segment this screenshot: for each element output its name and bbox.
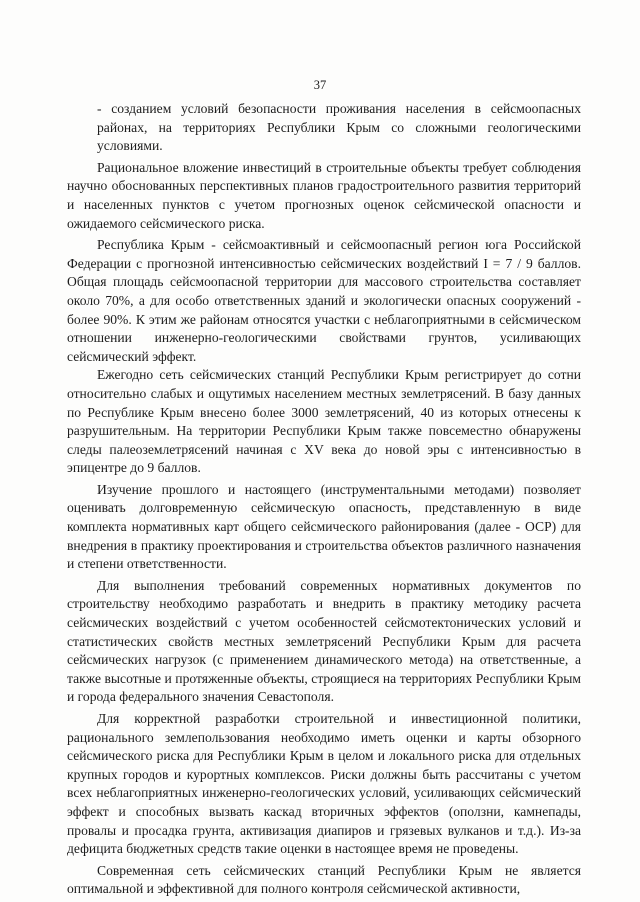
paragraph-1: - созданием условий безопасности проживания населения в сейсмоопасных районах, на территориях Республики Крым со сложными геологическими условиями. xyxy=(97,101,581,154)
paragraph-8: Современная сеть сейсмических станций Республики Крым не является оптимальной и эффективной для полного контроля сейсмической активности, xyxy=(67,862,581,897)
page-number: 37 xyxy=(313,78,327,92)
paragraph-6: Для выполнения требований современных нормативных документов по строительству необходимо разработать и внедрить в практику методику расчета сейсмических воздействий с учетом особенностей сейсмотектонических условий и статистических свойств местных землетрясений Республики Крым для расчета сейсмических нагрузок (с применением динамического метода) на ответственные, а также высотные и протяженные объекты, строящиеся на территориях Республики Крым и города федерального значения Севастополя. xyxy=(67,577,581,705)
body-text xyxy=(67,100,581,899)
paragraph-3: Республика Крым - сейсмоактивный и сейсмоопасный регион юга Российской Федерации с прогнозной интенсивностью сейсмических воздействий I = 7 / 9 баллов. Общая площадь сейсмоопасной территории для массового строительства составляет около 70%, а для особо ответственных зданий и экологически опасных сооружений - более 90%. К этим же районам относятся участки с неблагоприятными в сейсмическом отношении инженерно-геологическими свойствами грунтов, усиливающих сейсмический эффект. xyxy=(67,237,581,364)
paragraph-2: Рациональное вложение инвестиций в строительные объекты требует соблюдения научно обоснованных перспективных планов градостроительного развития территорий и населенных пунктов с учетом прогнозных оценок сейсмической опасности и ожидаемого сейсмического риска. xyxy=(67,159,581,231)
paragraph-7: Для корректной разработки строительной и инвестиционной политики, рационального землепользования необходимо иметь оценки и карты обзорного сейсмического риска для Республики Крым в целом и локального риска для отдельных крупных городов и курортных комплексов. Риски должны быть рассчитаны с учетом всех неблагоприятных инженерно-геологических условий, усиливающих сейсмический эффект и способных вызвать каскад вторичных эффектов (оползни, камнепады, провалы и просадка грунта, активизация диапиров и грязевых вулканов и т.д.). Из-за дефицита бюджетных средств такие оценки в настоящее время не проведены. xyxy=(67,711,581,857)
paragraph-4: Ежегодно сеть сейсмических станций Республики Крым регистрирует до сотни относительно слабых и ощутимых населением местных землетрясений. В базу данных по Республике Крым внесено более 3000 землетрясений, 40 из которых отнесены к разрушительным. На территории Республики Крым также повсеместно обнаружены следы палеоземлетрясений начиная с XV века до новой эры с интенсивностью в эпицентре до 9 баллов. xyxy=(67,367,581,476)
paragraph-5: Изучение прошлого и настоящего (инструментальными методами) позволяет оценивать долговременную сейсмическую опасность, представленную в виде комплекта нормативных карт общего сейсмического районирования (далее - ОСР) для внедрения в практику проектирования и строительства объектов различного назначения и степени ответственности. xyxy=(67,481,581,572)
